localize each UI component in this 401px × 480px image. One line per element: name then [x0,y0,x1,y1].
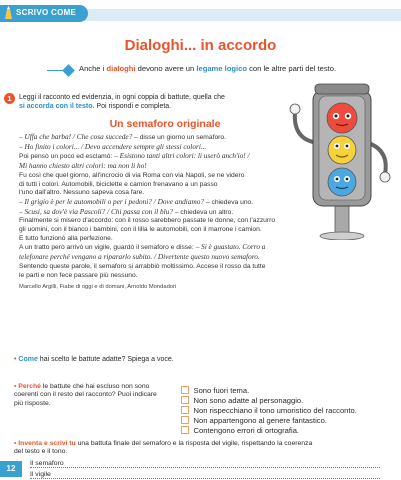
check-option[interactable] [181,415,396,425]
answer-checklist [181,385,396,435]
checkbox[interactable] [181,406,189,414]
question-emphasis: Inventa e scrivi tu [18,440,76,447]
story-line: di tutti i colori. Automobili, biciclette e camion frenavano a un passo [19,180,218,188]
story-line: Sentendo queste parole, il semaforo si arrabbiò moltissimo. Accese il rosso da tutte [19,262,266,270]
story-line[interactable]: Poi pensò un poco ed esclamò: – Esistono tanti altri colori: li userò anch'io! / [19,151,250,161]
story-line: gli uomini, con il bianco i bambini, con il lilla le automobili, con il marrone i camion. [19,226,262,234]
rule-text-part: devono avere un [135,64,197,73]
page-number: 12 [0,461,22,477]
option-label: Non sono adatte al personaggio. [193,395,304,405]
option-label: Non appartengono al genere fantastico. [193,415,327,425]
writing-line-label: Il vigile [30,471,51,478]
story-title: Un semaforo originale [109,118,221,130]
section-label: SCRIVO COME [16,8,77,17]
section-tab [0,5,88,22]
exercise-number-badge: 1 [4,93,15,104]
writing-line-label: Il semaforo [30,460,64,467]
pencil-icon [3,6,14,21]
exercise-1-instructions [19,93,279,111]
story-line[interactable]: Mi hanno chiesto altri colori: ma non li ho! [19,161,147,171]
instruction-emphasis: si accorda con il testo [19,103,93,110]
option-label: Sono fuori tema. [193,385,250,395]
check-option[interactable] [181,395,396,405]
rule-text-part: Anche i [79,64,107,73]
story-line: l'uno dall'altro. Nessuno sapeva cosa fare. [19,189,145,197]
checkbox[interactable] [181,396,189,404]
page-title: Dialoghi... in accordo [124,37,277,54]
check-option[interactable] [181,385,396,395]
instruction-line: Leggi il racconto ed evidenzia, in ogni coppia di battute, quella che [19,94,225,101]
question-perche [14,383,164,408]
rule-text [79,64,336,73]
instruction-line: . Poi rispondi e completa. [92,103,172,110]
story-line[interactable]: – Uffa che barba! / Che cosa succede? – disse un giorno un semaforo. [19,132,226,141]
dotted-line [30,467,380,468]
option-label: Non rispecchiano il tono umoristico del racconto. [193,405,357,415]
checkbox[interactable] [181,386,189,394]
diamond-icon [62,64,75,77]
story-line[interactable]: telefonare perché vengano a ripararlo subito. / Divertente questo nuovo semaforo. [19,252,260,262]
rule-banner [47,61,365,79]
question-inventa [14,440,314,457]
story-line[interactable]: – Ho finito i colori... / Devo accendere sempre gli stessi colori... [19,141,207,151]
bullet-icon: • [14,356,17,363]
story-line[interactable]: – Scusi, sa dov'è via Pascoli? / Chi passa con il blu? – chiedeva un altro. [19,206,234,216]
bullet-icon: • [14,383,17,390]
check-option[interactable] [181,405,396,415]
story-line[interactable]: A un tratto però arrivò un vigile, guardò il semaforo e disse: – Si è guastato. Corro a [19,242,266,252]
question-text: hai scelto le battute adatte? Spiega a voce. [37,356,174,363]
writing-line-semaforo[interactable] [30,459,380,468]
question-emphasis: Come [18,356,38,363]
story-line[interactable]: – Il grigio è per le automobili o per i pedoni? / Dove andiamo? – chiedeva uno. [19,196,254,206]
story-line: E tutto funzionò alla perfezione. [19,234,113,242]
question-text: una battuta finale del semaforo e la risposta del vigile, rispettando la coerenza del testo e il tono. [14,440,313,456]
question-emphasis: Perché [18,383,41,390]
story-source: Marcello Argilli, Fiabe di oggi e di domani, Arnoldo Mondadori [19,284,177,291]
traffic-light-illustration [285,82,400,240]
rule-text-part: con le altre parti del testo. [247,64,337,73]
section-header [0,0,401,24]
story-line: le parti e non fece passare più nessuno. [19,271,138,279]
story-line: Fu così che quel giorno, all'incrocio di via Roma con via Napoli, se ne videro [19,171,245,179]
check-option[interactable] [181,425,396,435]
checkbox[interactable] [181,426,189,434]
option-label: Contengono errori di ortografia. [193,425,300,435]
writing-line-vigile[interactable] [30,470,380,479]
rule-highlight-dialoghi: dialoghi [106,64,136,73]
rule-highlight-legame: legame logico [196,64,247,73]
bullet-icon: • [14,440,17,447]
question-text: le battute che hai escluso non sono coerenti con il resto del racconto? Puoi indicare più risposte. [14,383,157,407]
checkbox[interactable] [181,416,189,424]
dotted-line [30,478,380,479]
story-line: Finalmente si misero d'accordo: con il rosso sarebbero passate le donne, con l'azzurro [19,217,276,225]
question-come [14,356,174,363]
